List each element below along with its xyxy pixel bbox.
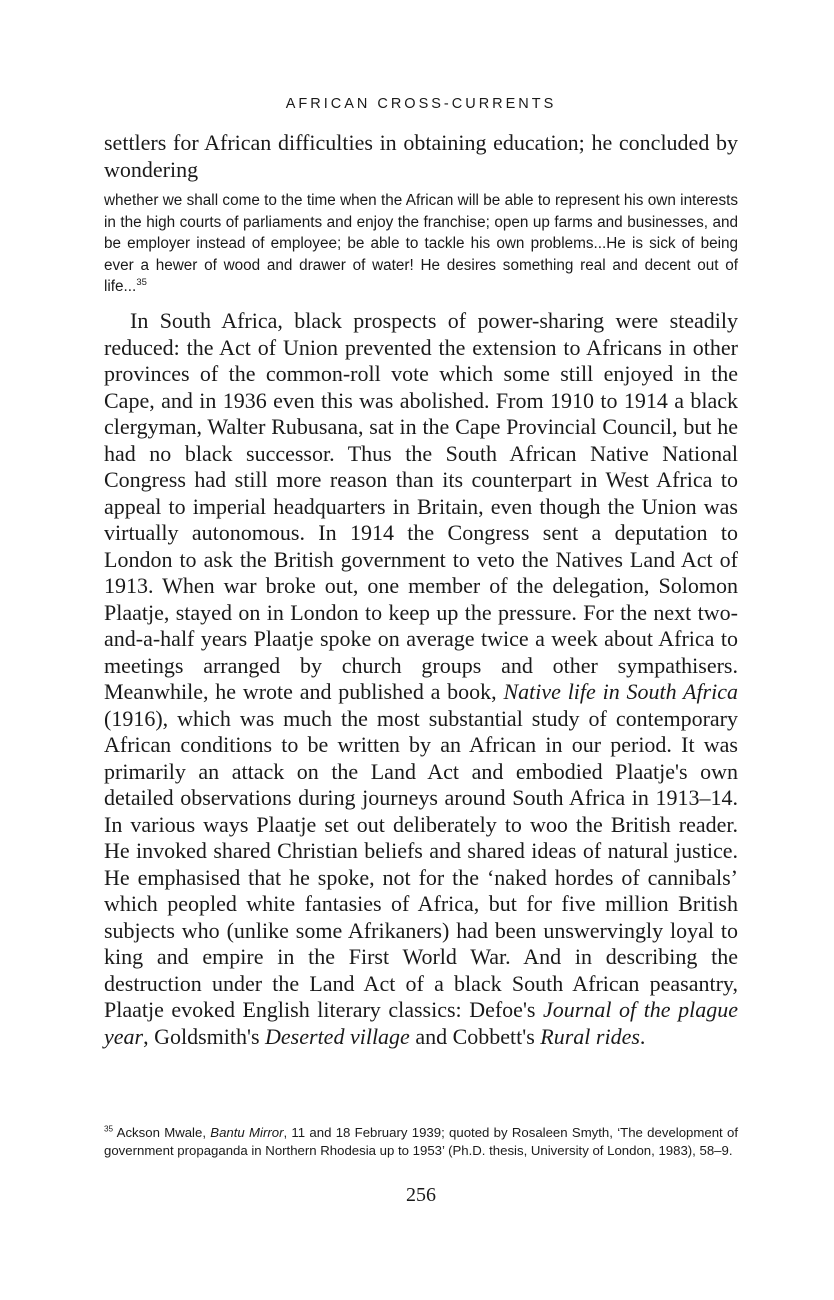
book-title-cobbett: Rural rides xyxy=(540,1023,640,1049)
page-number: 256 xyxy=(406,1184,436,1206)
running-head: AFRICAN CROSS-CURRENTS xyxy=(285,96,557,112)
paragraph-text-part-2: (1916), which was much the most substantial study of contemporary African conditions to be written by an African in our period. It was primarily an attack on the Land Act and embodied Plaatje's own detailed observations during journeys around South Africa in 1913–14. In various ways Plaatje set out deliberately to woo the British reader. He invoked shared Christian beliefs and shared ideas of natural justice. He emphasised that he spoke, not for the ‘naked hordes of cannibals’ which peopled white fantasies of Africa, but for five million British subjects who (unlike some Afrikaners) had been unswervingly loyal to king and empire in the First World War. And in describing the destruction under the Land Act of a black South African peasantry, Plaatje evoked English literary classics: Defoe's xyxy=(104,705,738,1022)
footnote-reference: 35 xyxy=(136,277,147,289)
text-separator: , Goldsmith's xyxy=(143,1023,260,1049)
footnote-lead: Ackson Mwale, xyxy=(116,1125,206,1140)
block-quote-text: whether we shall come to the time when the African will be able to represent his own interests in the high courts of parliaments and enjoy the franchise; open up farms and businesses, and be employer instead of employee; be able to tackle his own problems...He is sick of being ever a hewer of wood and drawer of water! He desires something real and decent out of life... xyxy=(104,192,738,296)
footnote-journal: Bantu Mirror xyxy=(210,1125,284,1140)
footnote-text: , 11 and 18 February 1939; quoted by Rosaleen Smyth, ‘The development of government propaganda in Northern Rhodesia up to 1953’ (Ph.D. thesis, University of London, 1983), 58–9. xyxy=(104,1125,738,1158)
intro-paragraph: settlers for African difficulties in obtaining education; he concluded by wondering xyxy=(104,130,738,182)
paragraph-end: . xyxy=(639,1023,646,1049)
book-title-goldsmith: Deserted village xyxy=(265,1023,410,1049)
block-quote xyxy=(104,190,738,298)
footnote xyxy=(104,1124,738,1159)
book-title-defoe: Journal of the plague year xyxy=(104,997,739,1049)
footnote-number: 35 xyxy=(104,1124,114,1134)
text-separator: and Cobbett's xyxy=(415,1023,535,1049)
paragraph-text-part-1: In South Africa, black prospects of power-sharing were steadily reduced: the Act of Union prevented the extension to Africans in other provinces of the common-roll vote which some still enjoyed in the Cape, and in 1936 even this was abolished. From 1910 to 1914 a black clergyman, Walter Rubusana, sat in the Cape Provincial Council, but he had no black successor. Thus the South African Native National Congress had still more reason than its counterpart in West Africa to appeal to imperial headquarters in Britain, even though the Union was virtually autonomous. In 1914 the Congress sent a deputation to London to ask the British government to veto the Natives Land Act of 1913. When war broke out, one member of the delegation, Solomon Plaatje, stayed on in London to keep up the pressure. For the next two-and-a-half years Plaatje spoke on average twice a week about Africa to meetings arranged by church groups and other sympathisers. Meanwhile, he wrote and published a book, xyxy=(104,308,738,704)
main-paragraph xyxy=(104,308,738,1050)
book-title-native-life: Native life in South Africa xyxy=(503,679,738,704)
